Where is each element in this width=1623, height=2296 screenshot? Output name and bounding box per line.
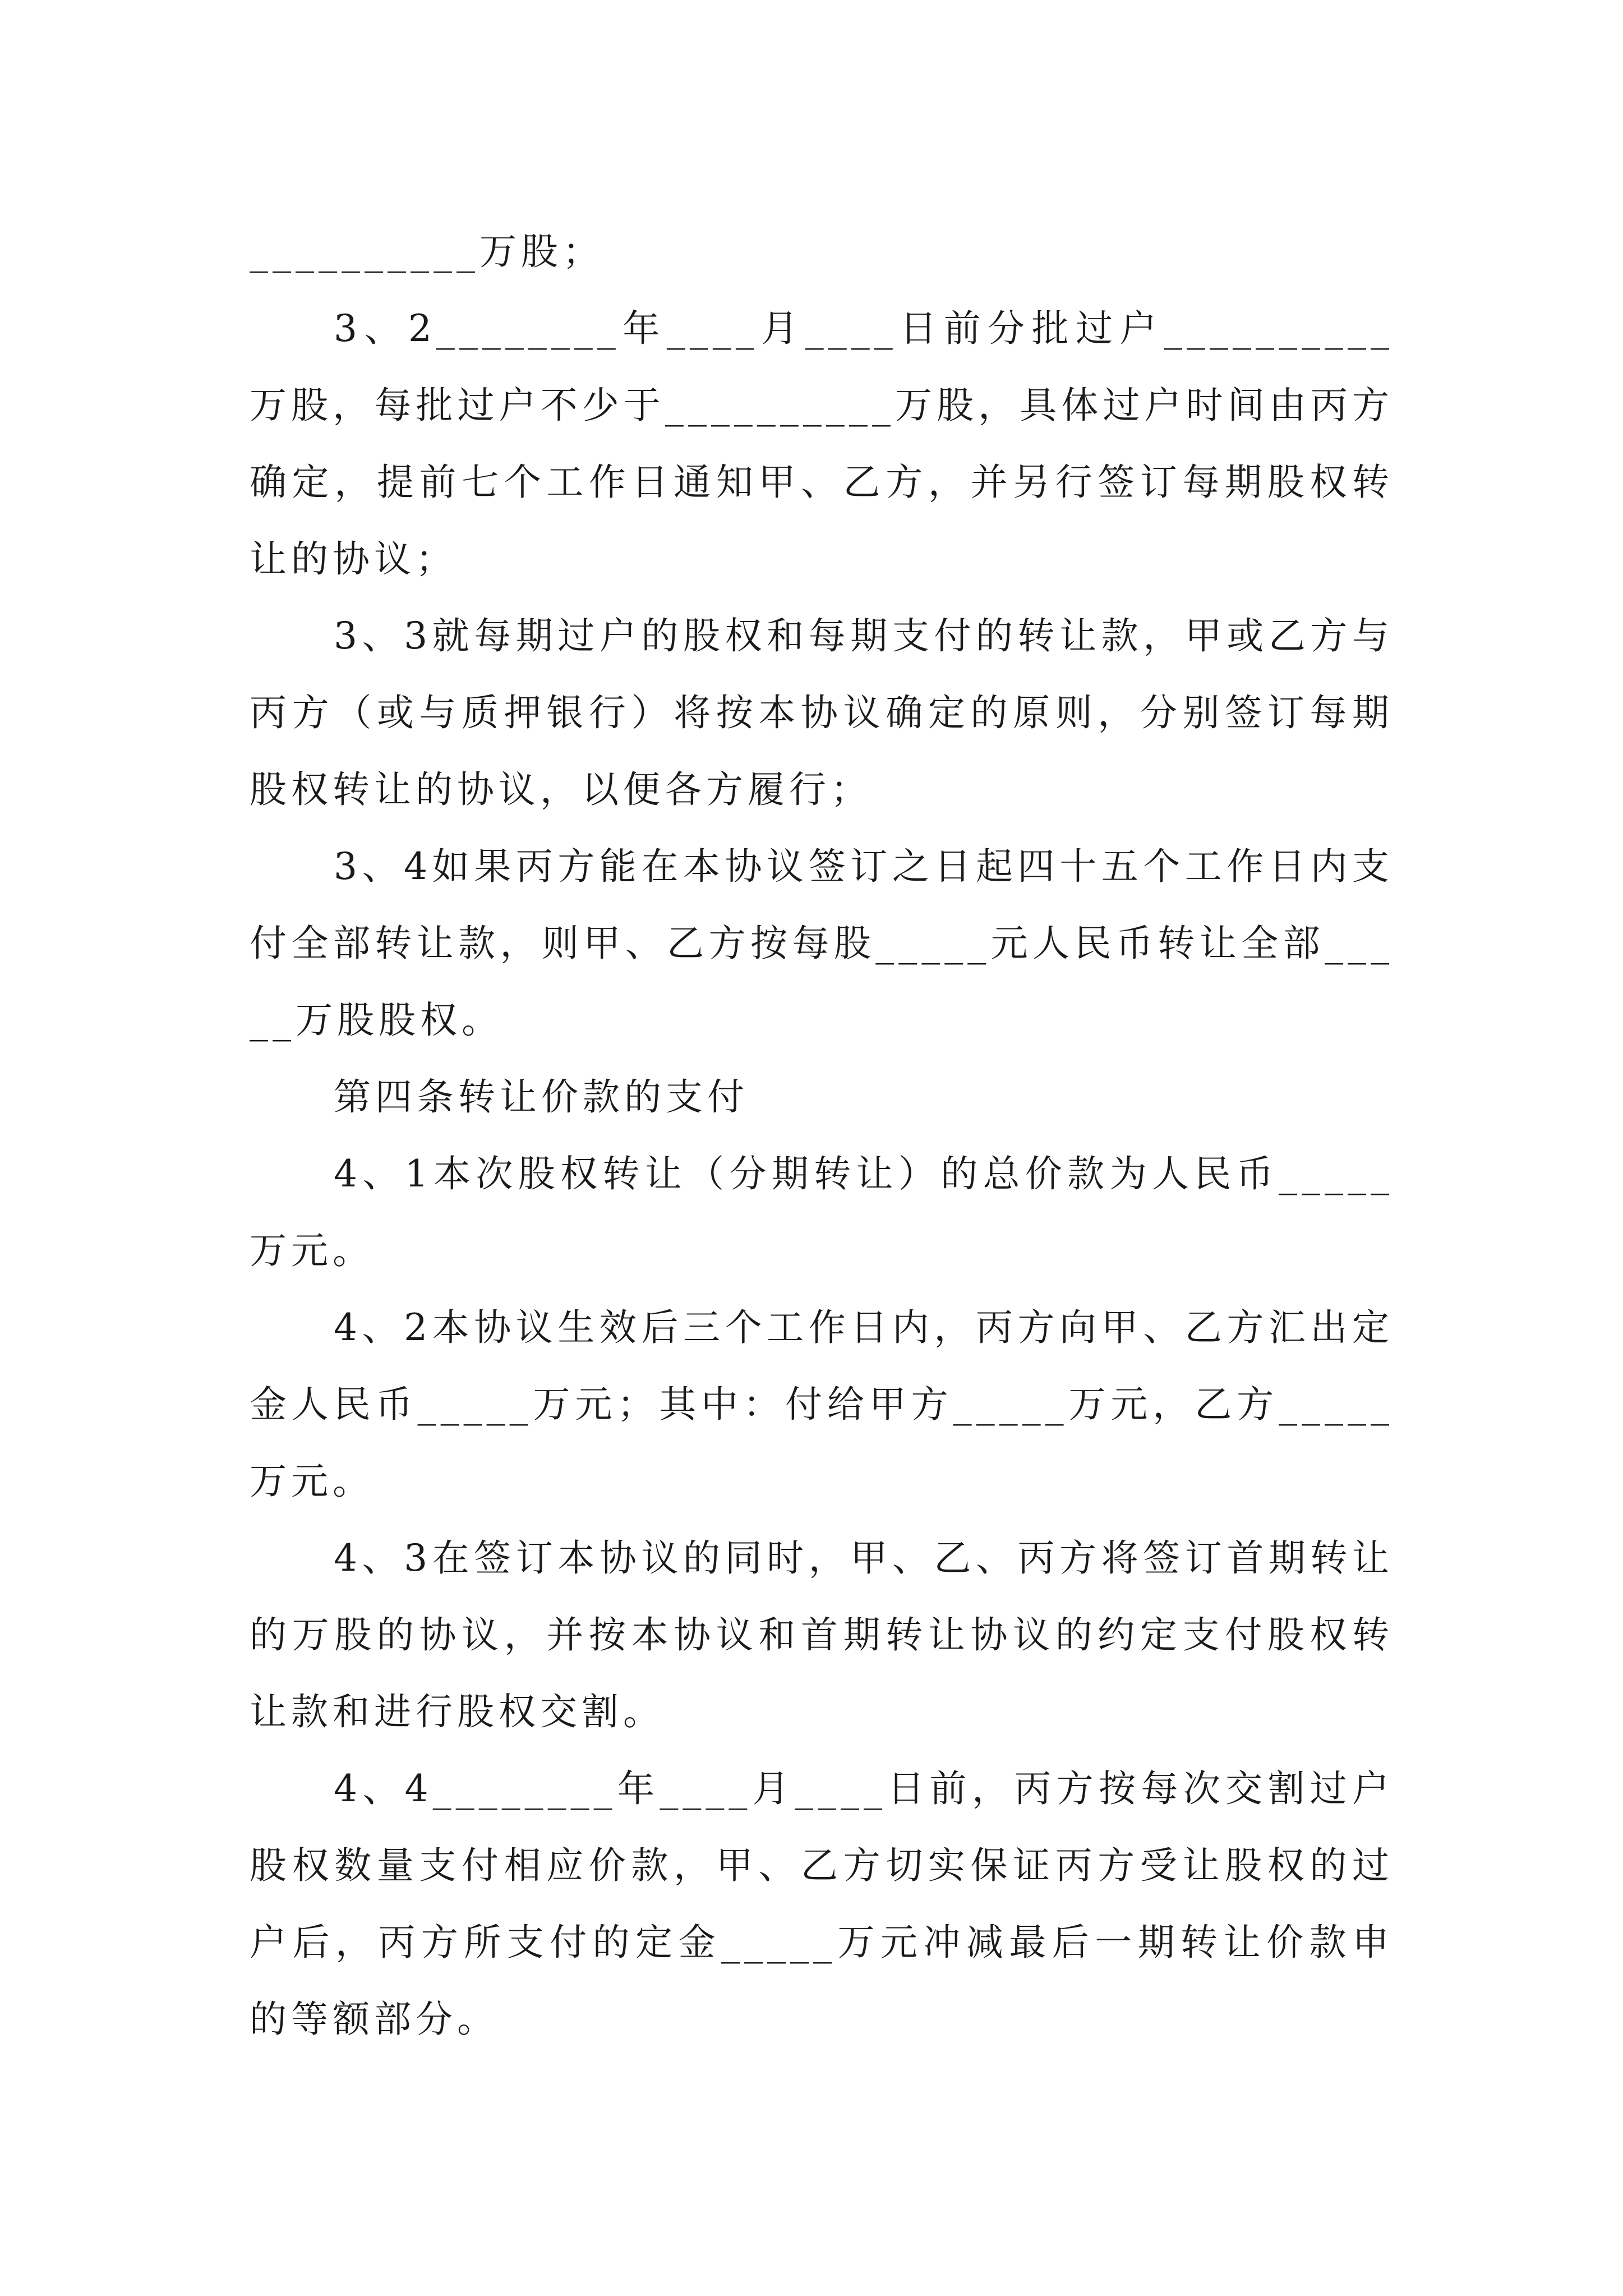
paragraph-clause-3-4: 3、4如果丙方能在本协议签订之日起四十五个工作日内支付全部转让款，则甲、乙方按每股_____元人民币转让全部_____万股股权。 <box>250 845 1394 1042</box>
document-body <box>250 213 1394 2058</box>
section-heading-article-4: 第四条转让价款的支付 <box>334 1075 749 1119</box>
paragraph-clause-3-3: 3、3就每期过户的股权和每期支付的转让款，甲或乙方与丙方（或与质押银行）将按本协议确定的原则，分别签订每期股权转让的协议，以便各方履行； <box>250 614 1394 811</box>
paragraph-clause-4-3: 4、3在签订本协议的同时，甲、乙、丙方将签订首期转让的万股的协议，并按本协议和首期转让协议的约定支付股权转让款和进行股权交割。 <box>250 1536 1394 1733</box>
paragraph-clause-4-1: 4、1本次股权转让（分期转让）的总价款为人民币_____万元。 <box>250 1152 1394 1272</box>
paragraph-clause-4-4: 4、4________年____月____日前，丙方按每次交割过户股权数量支付相应价款，甲、乙方切实保证丙方受让股权的过户后，丙方所支付的定金_____万元冲减最后一期转让价款申的等额部分。 <box>250 1767 1394 2041</box>
paragraph-clause-3-2: 3、2________年____月____日前分批过户__________万股，每批过户不少于__________万股，具体过户时间由丙方确定，提前七个工作日通知甲、乙方，并另行签订每期股权转让的协议； <box>250 307 1394 581</box>
paragraph-share-count: __________万股； <box>250 230 604 273</box>
paragraph-clause-4-2: 4、2本协议生效后三个工作日内，丙方向甲、乙方汇出定金人民币_____万元；其中：付给甲方_____万元，乙方_____万元。 <box>250 1306 1394 1503</box>
